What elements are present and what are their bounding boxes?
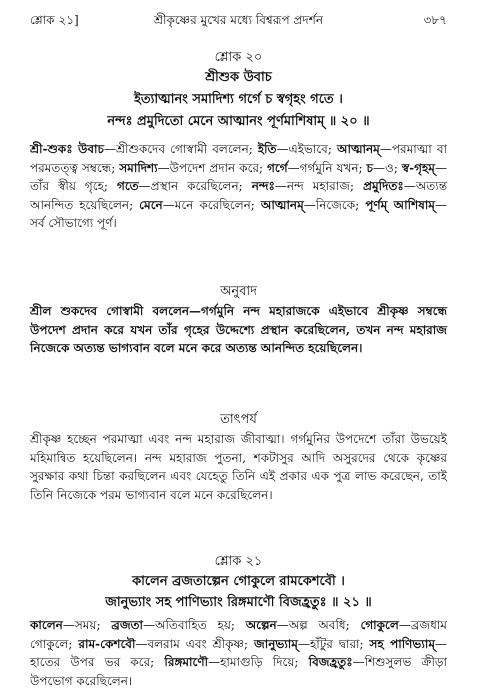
synonym-term: শ্রী-শুকঃ উবাচ [30, 142, 104, 156]
synonym-meaning: অল্প অবধি; [288, 618, 350, 632]
verse20-label: শ্লোক ২০ [214, 50, 263, 65]
synonym-term: ব্রজতা [111, 618, 144, 632]
verse21-label: শ্লোক ২১ [214, 554, 263, 569]
synonym-meaning: ব্রজধাম গোকুলে; [30, 618, 447, 651]
synonym-term: প্রমুদিতঃ [363, 179, 404, 193]
verse21-synonyms: কালেন—সময়; ব্রজতা—অতিবাহিত হয়; অল্পেন—অল্প অবধি; গোকুলে—ব্রজধাম গোকুলে; রাম-কেশবৌ—বলরাম এবং শ্রীকৃষ্ণ; জানুভ্যাম্—হাঁটুর দ্বারা; সহ পাণিভ্যাম্—হাতের উপর ভর করে; রিঙ্গমাণৌ—হামাগুড়ি দিয়ে; বিজহ্রতুঃ—শিশুসুলভ ক্রীড়া উপভোগ করেছিলেন। [30, 618, 447, 688]
synonym-term: অল্পেন [245, 618, 277, 632]
synonym-term: ইতি [257, 142, 277, 156]
verse20-purport-heading: তাৎপর্য [220, 412, 257, 427]
synonym-meaning: হামাগুড়ি দিয়ে; [220, 655, 299, 669]
page-number: ৩৮৭ [423, 13, 447, 27]
synonym-term: গোকুলে [360, 618, 399, 632]
verse20-translation: শ্রীল শুকদেব গোস্বামী বললেন—গর্গমুনি নন্দ মহারাজকে এইভাবে শ্রীকৃষ্ণ সম্বন্ধে উপদেশ প্রদান করে যখন তাঁর গৃহের উদ্দেশ্যে প্রস্থান করেছিলেন, তখন নন্দ মহারাজ নিজেকে অত্যন্ত ভাগ্যবান বলে মনে করে অত্যন্ত আনন্দিত হয়েছিলেন। [30, 304, 447, 355]
synonym-term: মেনে [139, 197, 163, 212]
synonym-meaning: সর্ব সৌভাগ্যে পূর্ণ। [30, 216, 117, 230]
synonym-meaning: নিজেকে; [315, 197, 360, 212]
synonym-term: নন্দঃ [251, 179, 275, 193]
synonym-meaning: নন্দ মহারাজ; [286, 179, 355, 193]
verse20-purport: শ্রীকৃষ্ণ হচ্ছেন পরমাত্মা এবং নন্দ মহারাজ জীবাত্মা। গর্গমুনির উপদেশে তাঁরা উভয়েই মহিমান্বিত হয়েছিলেন। নন্দ মহারাজ পুতনা, শকটাসুর আদি অসুরদের থেকে কৃষ্ণের সুরক্ষার কথা চিন্তা করছিলেন এবং যেহেতু তিনি এই প্রকার এক পুত্র লাভ করেছেন, তাই তিনি নিজেকে পরম ভাগ্যবান বলে মনে করেছিলেন। [30, 432, 447, 502]
synonym-meaning: বলরাম এবং শ্রীকৃষ্ণ; [147, 636, 249, 651]
header-verse-ref: শ্লোক ২১] [30, 13, 79, 27]
running-header [30, 12, 447, 32]
verse20-line2: নন্দঃ প্রমুদিতো মেনে আত্মানং পূর্ণমাশিষাম্ ॥ ২০ ॥ [107, 114, 370, 129]
synonym-term: স্ব-গৃহম্ [401, 160, 435, 175]
synonym-meaning: অতিবাহিত হয়; [155, 618, 235, 632]
synonym-meaning: মনে করেছিলেন; [174, 197, 255, 212]
synonym-term: কালেন [30, 618, 63, 632]
synonym-term: চ [366, 160, 373, 175]
synonym-term: আত্মানম্ [336, 142, 380, 156]
synonym-meaning: এইভাবে; [288, 142, 332, 156]
verse21-line2: জানুভ্যাং সহ পাণিভ্যাং রিঙ্গমাণৌ বিজহ্রতুঃ ॥ ২১ ॥ [105, 595, 372, 610]
synonym-meaning: হাতের উপর ভর করে; [30, 655, 155, 669]
synonym-meaning: গর্গমুনি যখন; [299, 160, 363, 175]
synonym-meaning: শ্রীশুকদেব গোস্বামী বললেন; [116, 142, 253, 156]
synonym-term: রাম-কেশবৌ [78, 636, 136, 651]
synonym-term: গর্গে [267, 160, 288, 175]
verse20-speaker: শ্রীশুক উবাচ [205, 70, 272, 85]
synonym-term: পূর্ণম্ আশিষাম্ [365, 197, 435, 212]
synonym-term: সহ পাণিভ্যাম্ [369, 636, 435, 651]
synonym-meaning: হাঁটুর দ্বারা; [309, 636, 364, 651]
synonym-meaning: পরমাত্মা বা পরমতত্ত্ব সম্বন্ধে; [30, 142, 447, 175]
synonym-meaning: উপদেশ প্রদান করে; [169, 160, 264, 175]
verse20-line1: ইত্যাত্মানং সমাদিশ্য গর্গে চ স্বগৃহং গতে । [134, 92, 343, 107]
synonym-term: বিজহ্রতুঃ [308, 655, 353, 669]
synonym-term: আত্মানম্ [260, 197, 304, 212]
synonym-term: গতে [116, 179, 139, 193]
synonym-term: সমাদিশ্য [119, 160, 158, 175]
synonym-meaning: শিশুসুলভ ক্রীড়া উপভোগ করেছিলেন। [30, 655, 447, 688]
header-chapter-title: শ্রীকৃষ্ণের মুখের মধ্যে বিশ্বরূপ প্রদর্শন [153, 13, 323, 27]
verse20-synonyms: শ্রী-শুকঃ উবাচ—শ্রীশুকদেব গোস্বামী বললেন; ইতি—এইভাবে; আত্মানম্—পরমাত্মা বা পরমতত্ত্ব সম্বন্ধে; সমাদিশ্য—উপদেশ প্রদান করে; গর্গে—গর্গমুনি যখন; চ—ও; স্ব-গৃহম্—তাঁর স্বীয় গৃহে; গতে—প্রস্থান করেছিলেন; নন্দঃ—নন্দ মহারাজ; প্রমুদিতঃ—অত্যন্ত আনন্দিত হয়েছিলেন; মেনে—মনে করেছিলেন; আত্মানম্—নিজেকে; পূর্ণম্ আশিষাম্—সর্ব সৌভাগ্যে পূর্ণ। [30, 142, 447, 230]
synonym-meaning: অত্যন্ত আনন্দিত হয়েছিলেন; [30, 179, 447, 212]
verse20-translation-heading: অনুবাদ [220, 284, 257, 299]
synonym-term: জানুভ্যাম্ [254, 636, 298, 651]
verse21-line1: কালেন ব্রজতাল্পেন গোকুলে রামকেশবৌ । [132, 574, 345, 589]
synonym-meaning: তাঁর স্বীয় গৃহে; [30, 179, 108, 193]
synonym-meaning: প্রস্থান করেছিলেন; [150, 179, 243, 193]
synonym-term: রিঙ্গমাণৌ [164, 655, 209, 669]
synonym-meaning: ও; [384, 160, 398, 175]
synonym-meaning: সময়; [74, 618, 101, 632]
